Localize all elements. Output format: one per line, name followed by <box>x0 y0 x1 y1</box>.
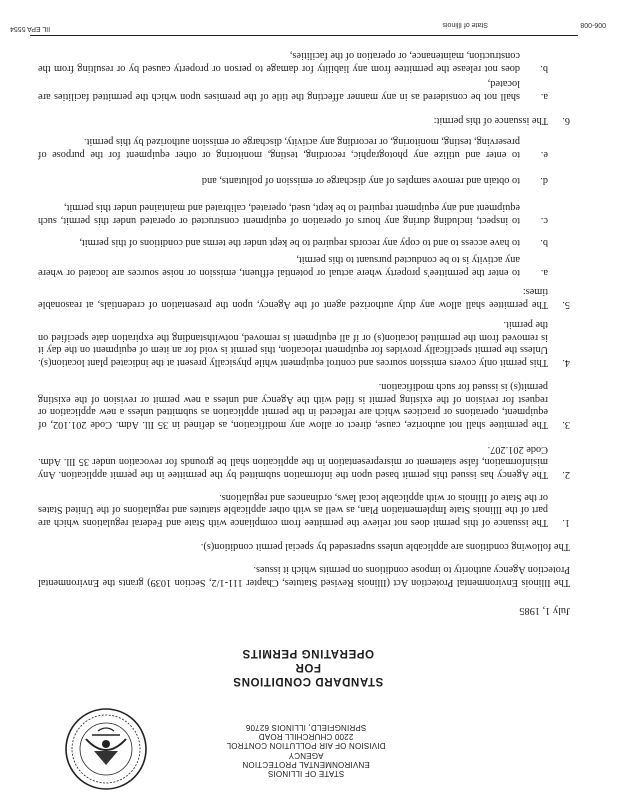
condition-number: 3. <box>562 419 570 430</box>
letterhead-line: SPRINGFIELD, ILLINOIS 62706 <box>245 722 367 732</box>
condition-item <box>38 490 570 528</box>
fax-header-left: IIL EPA 5554 <box>10 25 51 32</box>
condition-item <box>38 318 570 368</box>
intro-paragraph: The Illinois Environmental Protection Act (Illinois Revised Statutes, Chapter 111-1/2, Section 1039) grants the Environmental Protection Agency authority to impose conditions on permits which it issues. <box>38 564 570 588</box>
fax-border-line <box>30 35 578 36</box>
subitem-text: to enter the permittee's property where actual or potential effluent, emission or noise sources are located or where any activity is to be conducted pursuant to this permit, <box>38 254 520 278</box>
letterhead-line: ENVIRONMENTAL PROTECTION AGENCY <box>242 750 370 769</box>
document-date: July 1, 1985 <box>519 605 570 616</box>
document-title <box>148 646 468 688</box>
condition-subitem <box>38 49 548 74</box>
subitem-letter: d. <box>540 175 548 186</box>
condition-subitem <box>38 173 548 186</box>
condition-text: The issuance of this permit: <box>433 115 548 126</box>
letterhead-line: DIVISION OF AIR POLLUTION CONTROL <box>226 741 386 751</box>
condition-number: 5. <box>562 299 570 310</box>
condition-number: 6. <box>562 115 570 126</box>
condition-subitem <box>38 135 548 160</box>
letterhead-line: STATE OF ILLINOIS <box>267 769 345 778</box>
letterhead-line: 2200 CHURCHILL ROAD <box>258 732 354 742</box>
subitem-letter: b. <box>540 63 548 74</box>
condition-number: 4. <box>562 357 570 368</box>
title-line-2: FOR <box>294 661 322 673</box>
subitem-text: does not release the permittee from any liability for damage to person or property caused by or resulting from the construction, maintenance, or operation of the facilities, <box>38 50 520 74</box>
subitem-letter: c. <box>540 215 548 226</box>
fax-header-right: 006-008 <box>580 21 606 28</box>
subitem-letter: a. <box>540 267 548 278</box>
applicability-statement: The following conditions are applicable unless superseded by special permit condition(s). <box>200 541 570 552</box>
letterhead <box>226 723 386 778</box>
condition-number: 2. <box>562 469 570 480</box>
subitem-text: to inspect, including during any hours of operation of equipment constructed or operated under this permit, such equipment and any equipment required to be kept, used, operated, calibrated and maintained under this permit, <box>38 202 520 226</box>
subitem-letter: a. <box>540 91 548 102</box>
condition-text: The permittee shall allow any duly authorized agent of the Agency, upon the presentation of credentials, at reasonable times: <box>38 286 548 310</box>
condition-item <box>38 285 570 310</box>
condition-subitem <box>38 77 548 102</box>
subitem-text: shall not be considered as in any manner affecting the title of the premises upon which the permitted facilities are located, <box>38 78 520 102</box>
condition-text: The Agency has issued this permit based upon the information submitted by the permittee in the permit application. Any misinformation, false statement or misrepresentation in the application shall be grounds for revocation under 35 Ill. Adm. Code 201.207. <box>38 443 548 480</box>
condition-text: The issuance of this permit does not relieve the permittee from compliance with State and Federal regulations which are part of the Illinois State Implementation Plan, as well as with other applicable statutes and regulations of the United States or the State of Illinois or with applicable local laws, ordinances and regulations. <box>38 491 548 528</box>
state-seal-icon <box>64 707 148 791</box>
condition-subitem <box>38 253 548 278</box>
title-line-1: STANDARD CONDITIONS <box>232 675 384 687</box>
subitem-text: to obtain and remove samples of any discharge or emission of pollutants, and <box>201 175 520 186</box>
condition-item <box>38 442 570 480</box>
condition-text: This permit only covers emission sources and control equipment while physically present at the indicated plant location(s). Unless the permit specifically provides for equipment relocation, this permit is void for an item of equipment on the day it is removed from the permitted location(s) or if all equipment is removed, notwithstanding the expiration date specified on the permit. <box>38 319 548 368</box>
condition-subitem <box>38 235 548 248</box>
title-line-3: OPERATING PERMITS <box>241 647 375 659</box>
condition-text: The permittee shall not authorize, cause, direct or allow any modification, as defined in 35 Ill. Adm. Code 201.102, of equipment, operations or practices which are reflected in the permit application as submitted unless a new application or request for revision of the existing permit is filed with the Agency and unless a new permit or revision of the existing permit(s) is issued for such modification. <box>38 381 548 430</box>
condition-subitem <box>38 201 548 226</box>
subitem-letter: e. <box>540 149 548 160</box>
condition-item <box>38 380 570 430</box>
fax-header-middle: State of Illinois <box>442 21 488 28</box>
subitem-letter: b. <box>540 237 548 248</box>
subitem-text: to have access to and to copy any records required to be kept under the terms and conditions of this permit, <box>79 237 520 248</box>
condition-item <box>38 113 570 126</box>
subitem-text: to enter and utilize any photographic, recording, testing, monitoring or other equipment for the purpose of preserving, testing, monitoring, or recording any activity, discharge or emission authorized by this permit. <box>38 136 520 160</box>
condition-number: 1. <box>562 517 570 528</box>
